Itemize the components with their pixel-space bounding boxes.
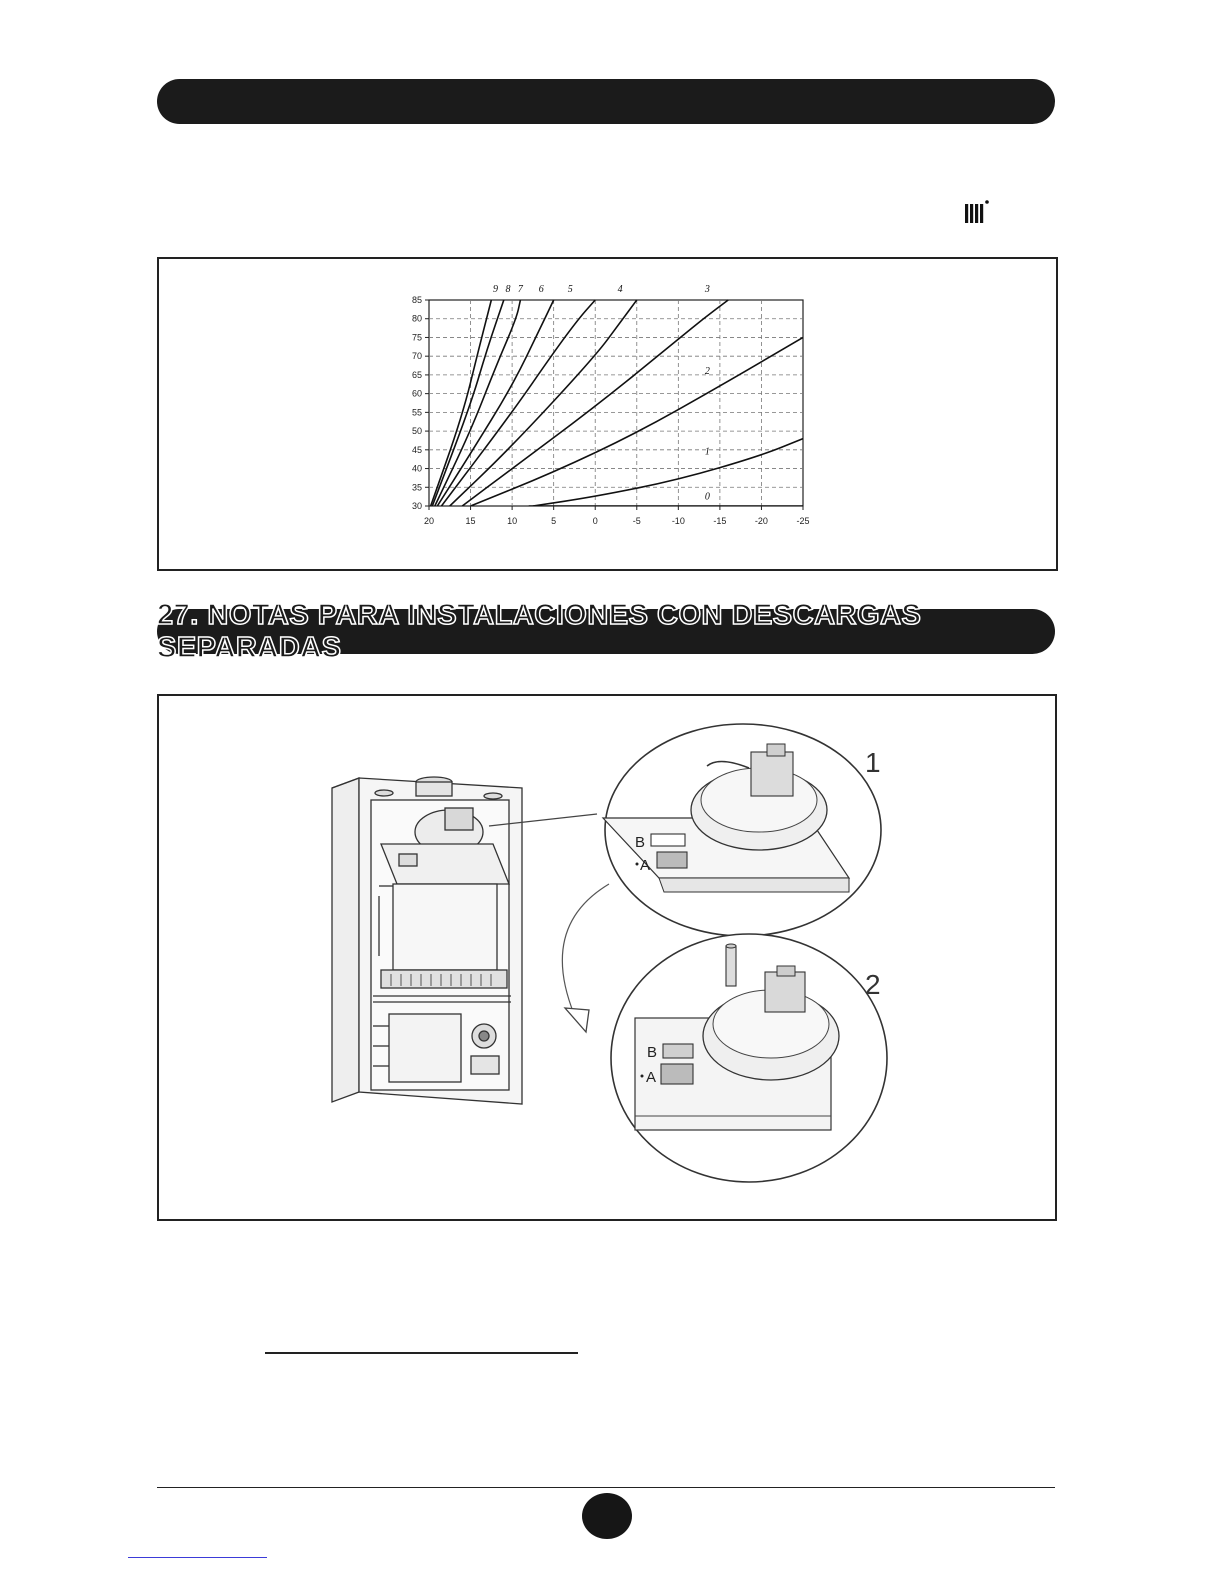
y-tick-label: 30	[411, 501, 422, 511]
y-tick-label: 75	[411, 332, 422, 343]
x-tick-label: 0	[592, 516, 598, 526]
y-tick-label: 50	[411, 426, 422, 437]
x-tick-label: -15	[713, 516, 727, 526]
x-tick-label: 20	[423, 516, 435, 526]
detail-2-drawing	[611, 934, 887, 1182]
y-tick-label: 85	[411, 295, 422, 305]
x-tick-label: -10	[671, 516, 685, 526]
curve-label-4: 4	[617, 283, 623, 295]
y-tick-label: 55	[411, 407, 422, 418]
curve-label-8: 8	[505, 283, 511, 295]
detail-2-label-b: B	[647, 1044, 658, 1061]
y-tick-label: 70	[411, 351, 422, 362]
detail-2-label-a: A	[646, 1069, 657, 1086]
x-tick-label: 5	[551, 516, 557, 526]
x-tick-label: -5	[632, 516, 641, 526]
section-27-title-bar	[157, 598, 1055, 664]
x-tick-label: 10	[507, 516, 518, 526]
detail-1-label-b: B	[635, 834, 646, 851]
boiler-drawing	[332, 777, 597, 1104]
section-27-title: 27. NOTAS PARA INSTALACIONES CON DESCARGAS SEPARADAS	[157, 598, 922, 664]
y-tick-label: 45	[411, 444, 422, 455]
curve-label-0: 0	[704, 491, 710, 503]
curve-label-2: 2	[704, 366, 710, 378]
curve-label-3: 3	[704, 283, 710, 295]
curve-label-9: 9	[492, 283, 498, 295]
detail-2-number: 2	[865, 969, 881, 1000]
y-tick-label: 65	[411, 369, 422, 380]
y-tick-label: 35	[411, 482, 422, 493]
footer-divider	[157, 1487, 1055, 1488]
x-tick-label: -25	[796, 516, 810, 526]
curve-label-6: 6	[538, 283, 544, 295]
x-tick-label: -20	[754, 516, 768, 526]
footer-link-underline	[128, 1557, 267, 1558]
detail-1-drawing	[603, 724, 881, 936]
radiator-icon	[963, 199, 993, 230]
page-number-icon	[582, 1493, 632, 1539]
underline-rule	[265, 1352, 578, 1354]
x-tick-label: 15	[465, 516, 476, 526]
separate-flue-figure-frame	[157, 694, 1057, 1221]
curve-label-5: 5	[567, 283, 573, 295]
heating-curve-chart-frame	[157, 257, 1058, 571]
y-tick-label: 80	[411, 313, 422, 324]
detail-1-number: 1	[865, 747, 881, 778]
y-tick-label: 60	[411, 388, 422, 399]
curve-label-1: 1	[704, 446, 710, 458]
detail-1-label-a: A	[640, 857, 651, 874]
section-header-bar	[157, 79, 1055, 124]
heating-curve-chart	[159, 259, 1056, 569]
plot-area	[429, 300, 803, 506]
boiler-illustration	[159, 696, 1055, 1219]
y-tick-label: 40	[411, 463, 422, 474]
curve-label-7: 7	[517, 283, 523, 295]
